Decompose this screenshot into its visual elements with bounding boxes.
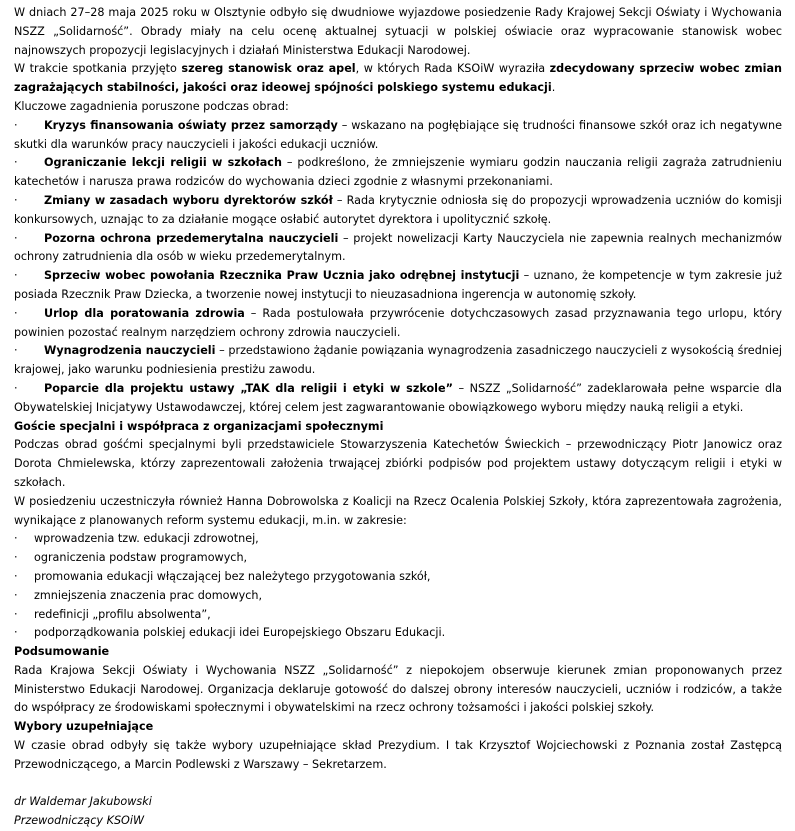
- stance-bold-2: zdecydowany sprzeciw wobec zmian zagrażających stabilności, jakości oraz ideowej spójności polskiego systemu edukacji: [14, 62, 782, 95]
- issue-item: [14, 342, 782, 380]
- issue-title: Ograniczanie lekcji religii w szkołach: [44, 156, 282, 170]
- issue-item: [14, 380, 782, 418]
- issue-title: Kryzys finansowania oświaty przez samorządy: [44, 118, 338, 132]
- issue-item: [14, 154, 782, 192]
- issue-title: Urlop dla poratowania zdrowia: [44, 306, 245, 320]
- issue-title: Zmiany w zasadach wyboru dyrektorów szkół: [44, 193, 333, 207]
- bullet-dot: ·: [14, 532, 18, 546]
- stance-text-3: .: [551, 81, 556, 95]
- issue-text: – uznano, że kompetencje w tym zakresie już posiada Rzecznik Praw Dziecka, a tworzenie nowej instytucji to nieuzasadniona ingerencja w autonomię szkoły.: [14, 269, 782, 301]
- list-item-text: redefinicji „profilu absolwenta”,: [34, 607, 211, 621]
- bullet-dot: ·: [14, 193, 18, 207]
- issue-title: Sprzeciw wobec powołania Rzecznika Praw Ucznia jako odrębnej instytucji: [44, 269, 520, 283]
- list-item: [14, 587, 782, 606]
- bullet-dot: ·: [14, 569, 18, 583]
- bullet-dot: ·: [14, 156, 18, 170]
- list-item-text: podporządkowania polskiej edukacji idei Europejskiego Obszaru Edukacji.: [34, 626, 446, 640]
- bullet-dot: ·: [14, 588, 18, 602]
- guests-paragraph-1: Podczas obrad gośćmi specjalnymi byli przedstawiciele Stowarzyszenia Katechetów Świeckich – przewodniczący Piotr Janowicz oraz Dorota Chmielewska, którzy zaprezentowali założenia trwającej zbiórki podpisów pod projektem ustawy dotyczącym religii i etyki w szkołach.: [14, 438, 782, 489]
- issue-item: [14, 192, 782, 230]
- bullet-dot: ·: [14, 118, 18, 132]
- summary-heading: [14, 643, 782, 662]
- issue-text: – Rada postulowała przywrócenie dotychczasowych zasad przyznawania tego urlopu, który powinien pozostać realnym narzędziem ochrony zdrowia nauczycieli.: [14, 306, 782, 339]
- signature-role: Przewodniczący KSOiW: [14, 814, 145, 828]
- issue-item: [14, 117, 782, 155]
- reform-threats-list: [14, 530, 782, 643]
- list-item: [14, 568, 782, 587]
- stance-paragraph: [14, 60, 782, 98]
- list-item-text: wprowadzenia tzw. edukacji zdrowotnej,: [34, 532, 259, 546]
- signature-name: dr Waldemar Jakubowski: [14, 795, 152, 809]
- list-item-text: promowania edukacji włączającej bez należytego przygotowania szkół,: [34, 569, 431, 583]
- list-item: [14, 530, 782, 549]
- issue-title: Pozorna ochrona przedemerytalna nauczycieli: [44, 231, 339, 245]
- summary-paragraph: Rada Krajowa Sekcji Oświaty i Wychowania NSZZ „Solidarność” z niepokojem obserwuje kierunek zmian proponowanych przez Ministerstwo Edukacji Narodowej. Organizacja deklaruje gotowość do dalszej obrony interesów nauczycieli, uczniów i rodziców, a także do współpracy ze środowiskami społecznymi i obywatelskimi na rzecz ochrony tożsamości i jakości polskiej szkoły.: [14, 663, 782, 715]
- bullet-dot: ·: [14, 381, 18, 395]
- bullet-dot: ·: [14, 607, 18, 621]
- issue-text: – podkreślono, że zmniejszenie wymiaru godzin nauczania religii zagraża zatrudnieniu katechetów i narusza prawa rodziców do wychowania dzieci zgodnie z własnymi przekonaniami.: [14, 156, 782, 189]
- list-item-text: zmniejszenia znaczenia prac domowych,: [34, 588, 263, 602]
- stance-text-1: W trakcie spotkania przyjęto: [14, 62, 182, 76]
- list-item: [14, 549, 782, 568]
- issue-item: [14, 267, 782, 305]
- key-issues-intro: Kluczowe zagadnienia poruszone podczas obrad:: [14, 99, 289, 113]
- summary-heading-text: Podsumowanie: [14, 645, 110, 659]
- issue-text: – projekt nowelizacji Karty Nauczyciela nie zapewnia realnych mechanizmów ochrony zatrudnienia dla osób w wieku przedemerytalnym.: [14, 231, 782, 264]
- issue-title: Wynagrodzenia nauczycieli: [44, 344, 216, 358]
- bullet-dot: ·: [14, 626, 18, 640]
- issue-text: – wskazano na pogłębiające się trudności finansowe szkół oraz ich negatywne skutki dla warunków pracy nauczycieli i jakości edukacji uczniów.: [14, 118, 782, 151]
- stance-text-2: , w których Rada KSOiW wyraziła: [355, 62, 550, 76]
- bullet-dot: ·: [14, 231, 18, 245]
- issue-text: – przedstawiono żądanie powiązania wynagrodzenia zasadniczego nauczycieli z wysokością średniej krajowej, jako warunku podniesienia prestiżu zawodu.: [14, 344, 782, 377]
- key-issues-list: [14, 117, 782, 418]
- intro-paragraph: W dniach 27–28 maja 2025 roku w Olsztynie odbyło się dwudniowe wyjazdowe posiedzenie Rady Krajowej Sekcji Oświaty i Wychowania NSZZ „Solidarność”. Obrady miały na celu ocenę aktualnej sytuacji w polskiej oświacie oraz wypracowanie stanowisk wobec najnowszych propozycji legislacyjnych i działań Ministerstwa Edukacji Narodowej.: [14, 6, 782, 57]
- issue-text: – Rada krytycznie odniosła się do propozycji wprowadzenia uczniów do komisji konkursowych, uznając to za działanie mogące osłabić autorytet dyrektora i upolitycznić szkołę.: [14, 193, 782, 226]
- elections-paragraph: W czasie obrad odbyły się także wybory uzupełniające skład Prezydium. I tak Krzysztof Wojciechowski z Poznania został Zastępcą Przewodniczącego, a Marcin Podlewski z Warszawy – Sekretarzem.: [14, 739, 782, 771]
- bullet-dot: ·: [14, 269, 18, 283]
- list-item: [14, 606, 782, 625]
- stance-bold-1: szereg stanowisk oraz apel: [181, 62, 356, 76]
- list-item-text: ograniczenia podstaw programowych,: [34, 551, 248, 565]
- issue-item: [14, 230, 782, 268]
- guests-heading-text: Goście specjalni i współpraca z organizacjami społecznymi: [14, 419, 384, 433]
- guests-paragraph-2: W posiedzeniu uczestniczyła również Hanna Dobrowolska z Koalicji na Rzecz Ocalenia Polskiej Szkoły, która zaprezentowała zagrożenia, wynikające z planowanych reform systemu edukacji, m.in. w zakresie:: [14, 494, 782, 527]
- issue-title: Poparcie dla projektu ustawy „TAK dla religii i etyki w szkole”: [44, 381, 453, 395]
- guests-heading: [14, 418, 782, 437]
- issue-item: [14, 305, 782, 343]
- bullet-dot: ·: [14, 344, 18, 358]
- issue-text: – NSZZ „Solidarność” zadeklarowała pełne wsparcie dla Obywatelskiej Inicjatywy Ustawodawczej, której celem jest zagwarantowanie obowiązkowego wyboru między nauką religii a etyki.: [14, 381, 783, 414]
- list-item: [14, 624, 782, 643]
- spacer: [14, 775, 782, 794]
- bullet-dot: ·: [14, 551, 18, 565]
- elections-heading: [14, 718, 782, 737]
- bullet-dot: ·: [14, 306, 18, 320]
- elections-heading-text: Wybory uzupełniające: [14, 720, 154, 734]
